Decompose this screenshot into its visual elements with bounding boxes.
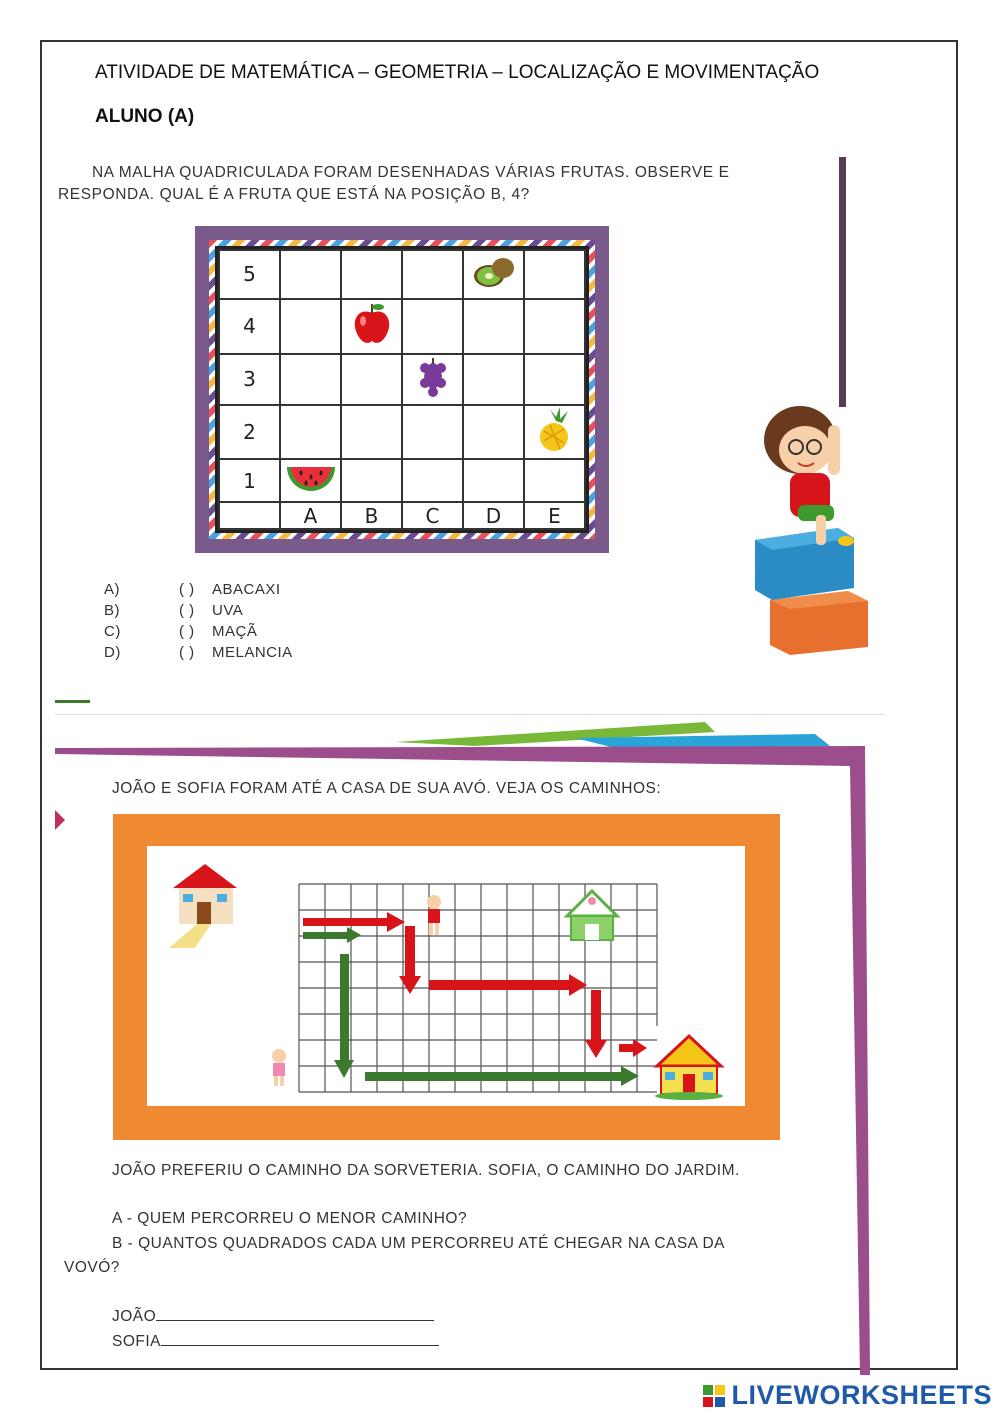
option-letter: B)	[104, 602, 120, 619]
grid-cell	[341, 354, 402, 405]
answer-sofia-row	[112, 1331, 439, 1351]
option-label: MAÇÃ	[212, 623, 258, 640]
grid-cell	[280, 299, 341, 354]
grape-icon	[415, 356, 451, 398]
grid-cell	[402, 354, 463, 405]
page-title: ATIVIDADE DE MATEMÁTICA – GEOMETRIA – LOCALIZAÇÃO E MOVIMENTAÇÃO	[95, 62, 820, 83]
question2-item-a: A - QUEM PERCORREU O MENOR CAMINHO?	[112, 1210, 468, 1227]
grid-cell	[463, 459, 524, 502]
option-label: MELANCIA	[212, 644, 293, 661]
answer-sofia-label: SOFIA	[112, 1333, 162, 1350]
row-label-1: 1	[219, 459, 280, 502]
liveworksheets-logo-icon	[703, 1385, 725, 1407]
grid-cell	[341, 299, 402, 354]
grid-cell	[463, 299, 524, 354]
grid-cell	[402, 299, 463, 354]
grid-cell	[463, 405, 524, 460]
grid-row-1	[219, 459, 585, 502]
option-letter: D)	[104, 644, 121, 661]
grid-cell	[280, 250, 341, 299]
option-checkbox[interactable]: ( )	[179, 581, 195, 598]
grid-cell	[524, 354, 585, 405]
kiwi-icon	[469, 252, 519, 292]
start-house-icon	[169, 864, 237, 948]
answer-options	[104, 579, 293, 663]
grid-cell	[524, 459, 585, 502]
grid-cell	[341, 405, 402, 460]
answer-joao-field[interactable]	[156, 1306, 434, 1321]
grid-cell	[341, 459, 402, 502]
row-label-4: 4	[219, 299, 280, 354]
liveworksheets-brand: LIVEWORKSHEETS	[731, 1380, 992, 1410]
question1-text	[58, 162, 828, 206]
answer-joao-row	[112, 1306, 434, 1326]
sofia-figure-icon	[272, 1049, 286, 1086]
col-label-e: E	[524, 502, 585, 529]
grid-cell	[463, 250, 524, 299]
grid-cell	[524, 299, 585, 354]
option-label: ABACAXI	[212, 581, 281, 598]
answer-joao-label: JOÃO	[112, 1308, 157, 1325]
option-c[interactable]	[104, 621, 293, 642]
row-label-3: 3	[219, 354, 280, 405]
option-a[interactable]	[104, 579, 293, 600]
grid-row-3	[219, 354, 585, 405]
question2-item-b-continued: VOVÓ?	[64, 1259, 120, 1276]
question1-line2: RESPONDA. QUAL É A FRUTA QUE ESTÁ NA POSIÇÃO B, 4?	[58, 186, 530, 203]
option-d[interactable]	[104, 642, 293, 663]
grid-cell	[280, 459, 341, 502]
option-checkbox[interactable]: ( )	[179, 623, 195, 640]
grid-cell	[524, 405, 585, 460]
grid-row-4	[219, 299, 585, 354]
grid-cell	[280, 354, 341, 405]
question2-statement: JOÃO PREFERIU O CAMINHO DA SORVETERIA. SOFIA, O CAMINHO DO JARDIM.	[112, 1162, 740, 1179]
col-label-b: B	[341, 502, 402, 529]
decorative-dash	[55, 700, 90, 703]
grid-row-2	[219, 405, 585, 460]
grid-cell	[524, 250, 585, 299]
student-label: ALUNO (A)	[95, 106, 195, 127]
col-label-d: D	[463, 502, 524, 529]
option-b[interactable]	[104, 600, 293, 621]
row-label-2: 2	[219, 405, 280, 460]
path-map	[147, 846, 745, 1106]
question2-item-b: B - QUANTOS QUADRADOS CADA UM PERCORREU ATÉ CHEGAR NA CASA DA	[112, 1235, 726, 1252]
option-letter: A)	[104, 581, 120, 598]
apple-icon	[348, 301, 396, 347]
question2-header: JOÃO E SOFIA FORAM ATÉ A CASA DE SUA AVÓ. VEJA OS CAMINHOS:	[112, 780, 662, 797]
answer-sofia-field[interactable]	[161, 1331, 439, 1346]
option-label: UVA	[212, 602, 244, 619]
grid-cell	[402, 405, 463, 460]
fruit-grid-frame	[195, 226, 609, 553]
grid-cell	[463, 354, 524, 405]
grid-column-labels	[219, 502, 585, 529]
option-letter: C)	[104, 623, 121, 640]
section-divider	[55, 714, 885, 715]
row-label-5: 5	[219, 250, 280, 299]
joao-figure-icon	[427, 895, 441, 935]
watermelon-icon	[285, 461, 337, 495]
map-area	[147, 846, 745, 1106]
rope-line	[839, 157, 846, 407]
col-label-a: A	[280, 502, 341, 529]
girl-on-blocks-illustration	[750, 395, 880, 660]
fruit-grid-inner	[215, 246, 589, 533]
ice-cream-shop-icon	[567, 891, 617, 940]
map-frame	[113, 814, 780, 1140]
question1-line1: NA MALHA QUADRICULADA FORAM DESENHADAS VÁRIAS FRUTAS. OBSERVE E	[92, 164, 730, 181]
grid-cell	[341, 250, 402, 299]
fruit-grid	[218, 249, 586, 530]
grid-cell	[402, 459, 463, 502]
liveworksheets-logo[interactable]	[703, 1380, 992, 1411]
grid-row-5	[219, 250, 585, 299]
grid-corner-cell	[219, 502, 280, 529]
grid-cell	[280, 405, 341, 460]
grid-cell	[402, 250, 463, 299]
sofia-path	[303, 927, 639, 1086]
grandma-house-icon	[655, 1036, 723, 1100]
col-label-c: C	[402, 502, 463, 529]
option-checkbox[interactable]: ( )	[179, 602, 195, 619]
option-checkbox[interactable]: ( )	[179, 644, 195, 661]
pineapple-icon	[534, 407, 576, 453]
